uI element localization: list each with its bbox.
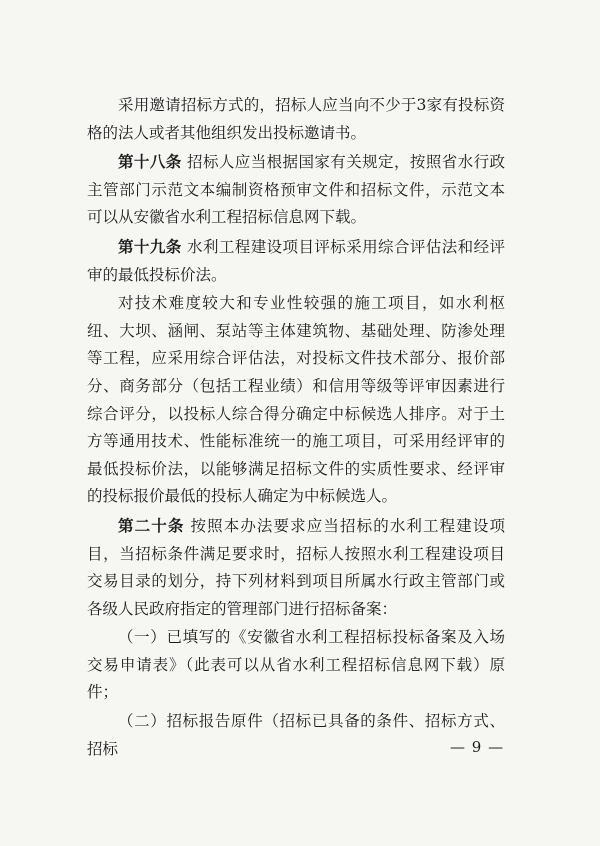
list-item-2 [87,708,505,763]
article-text: 水利工程建设项目评标采用综合评估法和经评审的最低投标价法。 [87,237,505,284]
article-text: 招标人应当根据国家有关规定，按照省水行政主管部门示范文本编制资格预审文件和招标文件，示范文本可以从安徽省水利工程招标信息网下载。 [87,153,505,227]
paragraph-text: 采用邀请招标方式的，招标人应当向不少于3家有投标资格的法人或者其他组织发出投标邀请书。 [87,96,505,142]
list-item-text: （一）已填写的《安徽省水利工程招标投标备案及入场交易申请表》（此表可以从省水利工程招标信息网下载）原件； [87,628,505,702]
list-item-1 [87,624,505,707]
article-19 [87,233,505,289]
article-number: 第十九条 [118,236,182,256]
article-20 [87,512,505,623]
article-number: 第二十条 [118,515,185,535]
paragraph-evaluation-methods [87,290,505,511]
paragraph-text: 对技术难度较大和专业性较强的施工项目，如水利枢纽、大坝、涵闸、泵站等主体建筑物、基础处理、防渗处理等工程，应采用综合评估法，对投标文件技术部分、报价部分、商务部分（包括工程业绩）和信用等级等评审因素进行综合评分，以投标人综合得分确定中标候选人排序。对于土方等通用技术、性能标准统一的施工项目，可采用经评审的最低投标价法，以能够满足招标文件的实质性要求、经评审的投标报价最低的投标人确定为中标候选人。 [87,294,505,506]
page-number: — 9 — [450,738,505,756]
article-number: 第十八条 [118,152,182,172]
article-text: 按照本办法要求应当招标的水利工程建设项目，当招标条件满足要求时，招标人按照水利工程建设项目交易目录的划分，持下列材料到项目所属水行政主管部门或各级人民政府指定的管理部门进行招标备案： [87,516,505,618]
list-item-text: （二）招标报告原件（招标已具备的条件、招标方式、招标 [87,712,505,758]
paragraph-invitation-bidding [87,92,505,147]
body-text [87,92,505,763]
article-18 [87,148,505,232]
